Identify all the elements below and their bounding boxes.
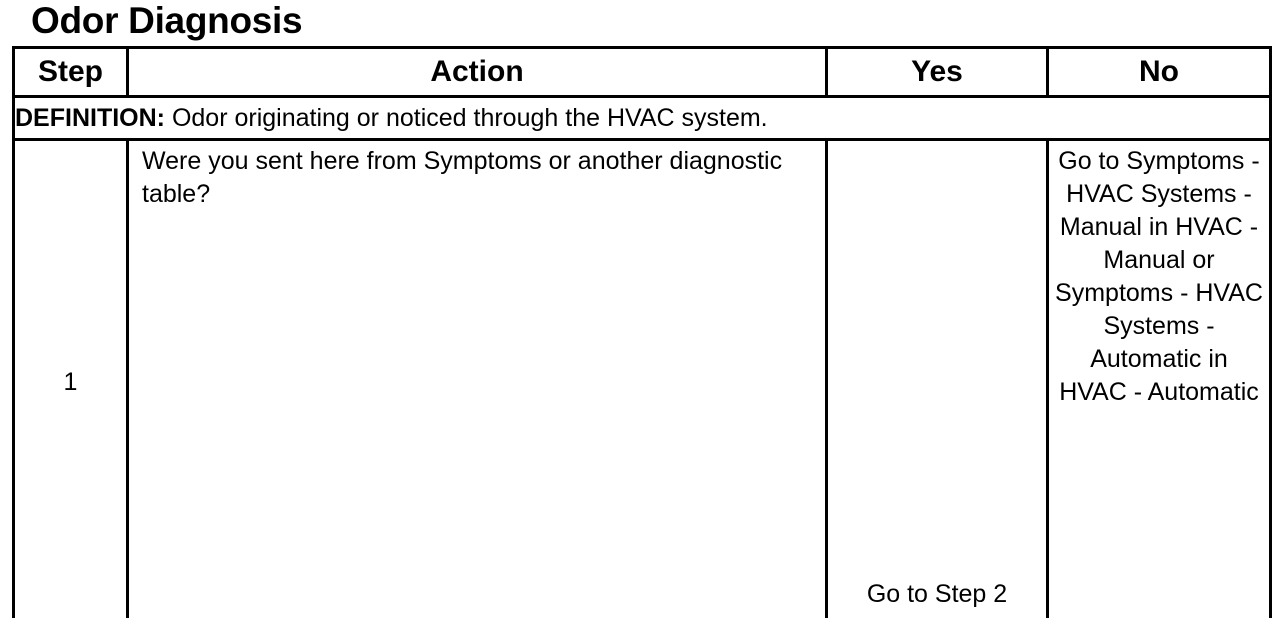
definition-label: DEFINITION: <box>15 103 165 132</box>
header-yes: Yes <box>827 48 1048 97</box>
step-number-cell: 1 <box>14 140 128 618</box>
header-step: Step <box>14 48 128 97</box>
step-action-cell: Were you sent here from Symptoms or another diagnostic table? <box>128 140 827 618</box>
table-row <box>14 140 1271 618</box>
step-no-cell: Go to Symptoms - HVAC Systems - Manual in HVAC - Manual or Symptoms - HVAC Systems - Automatic in HVAC - Automatic <box>1048 140 1271 618</box>
definition-text: Odor originating or noticed through the HVAC system. <box>165 103 768 132</box>
page-title: Odor Diagnosis <box>31 0 303 41</box>
definition-cell <box>14 97 1271 140</box>
table-header-row <box>14 48 1271 97</box>
diagnosis-table <box>12 46 1272 618</box>
header-no: No <box>1048 48 1271 97</box>
step-yes-cell: Go to Step 2 <box>827 140 1048 618</box>
header-action: Action <box>128 48 827 97</box>
definition-row <box>14 97 1271 140</box>
